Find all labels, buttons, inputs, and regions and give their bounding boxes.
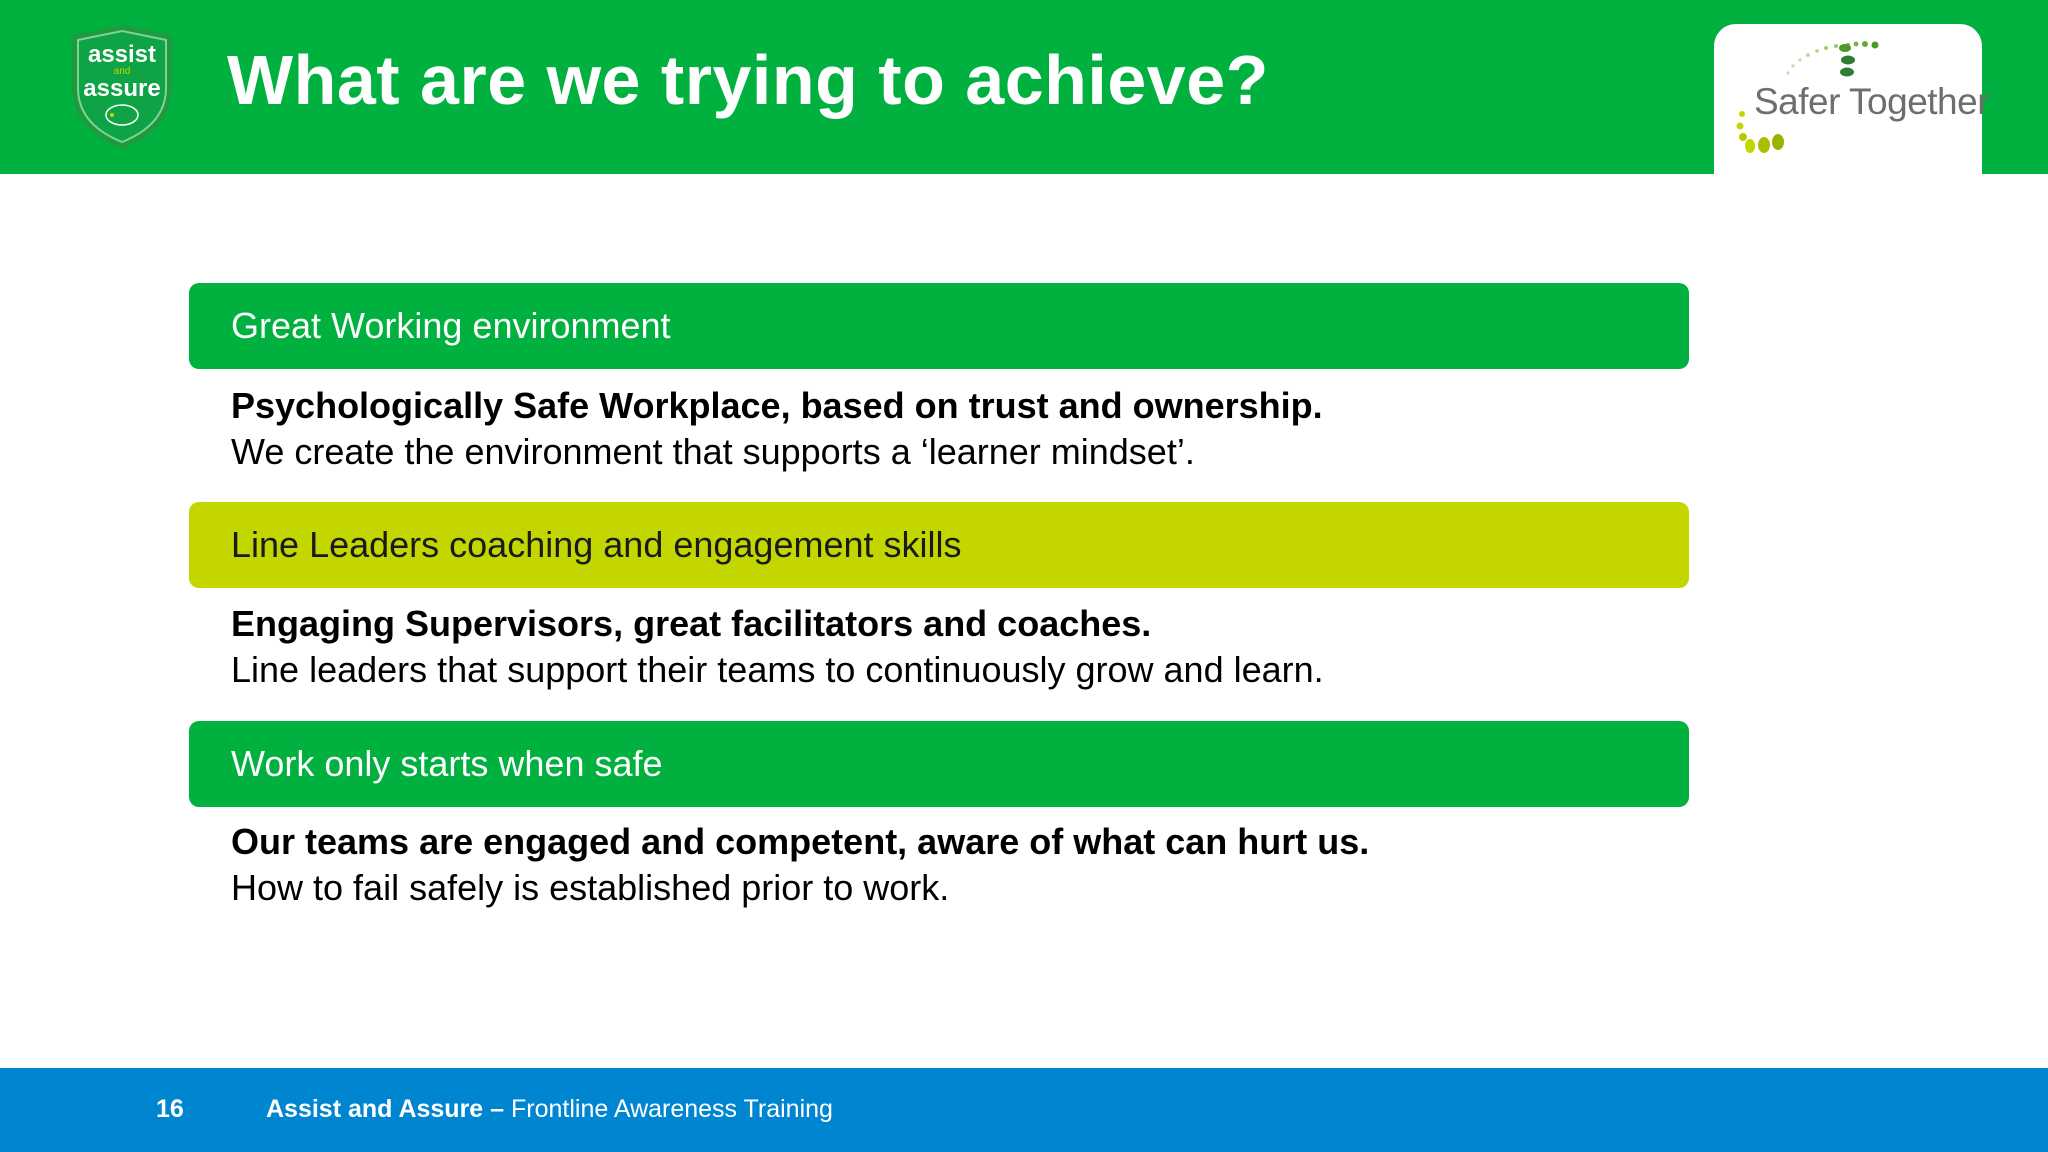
footer-title-rest: Frontline Awareness Training bbox=[504, 1095, 833, 1123]
safer-together-logo bbox=[1714, 24, 1990, 184]
section-normal-line: Line leaders that support their teams to continuously grow and learn. bbox=[231, 649, 1324, 690]
badge-line1: assist bbox=[87, 41, 157, 68]
page-number: 16 bbox=[156, 1095, 184, 1123]
footer-title-bold: Assist and Assure – bbox=[266, 1095, 505, 1123]
section-description-1 bbox=[231, 383, 1323, 475]
section-description-3 bbox=[231, 819, 1369, 911]
assist-assure-badge bbox=[66, 22, 178, 152]
footer-title bbox=[266, 1095, 833, 1124]
section-heading-line-leaders bbox=[189, 502, 1689, 588]
section-bold-line: Our teams are engaged and competent, aware of what can hurt us. bbox=[231, 821, 1370, 862]
slide-title: What are we trying to achieve? bbox=[227, 41, 1269, 119]
section-heading-label: Great Working environment bbox=[231, 305, 671, 346]
logo-text: Safer Together bbox=[1754, 81, 1990, 122]
section-description-2 bbox=[231, 601, 1324, 693]
section-bold-line: Engaging Supervisors, great facilitators and coaches. bbox=[231, 603, 1152, 644]
section-bold-line: Psychologically Safe Workplace, based on trust and ownership. bbox=[231, 385, 1323, 426]
slide-footer bbox=[0, 1068, 2048, 1152]
badge-line3: assure bbox=[83, 75, 161, 102]
slide-header bbox=[0, 0, 2048, 174]
section-heading-label: Work only starts when safe bbox=[231, 743, 663, 784]
badge-line2: and bbox=[113, 66, 131, 77]
section-heading-label: Line Leaders coaching and engagement skills bbox=[231, 524, 962, 565]
section-normal-line: We create the environment that supports a ‘learner mindset’. bbox=[231, 431, 1195, 472]
section-heading-work-only-starts-when-safe bbox=[189, 721, 1689, 807]
section-heading-great-working-environment bbox=[189, 283, 1689, 369]
section-normal-line: How to fail safely is established prior to work. bbox=[231, 867, 950, 908]
shield-badge-icon bbox=[66, 22, 178, 152]
